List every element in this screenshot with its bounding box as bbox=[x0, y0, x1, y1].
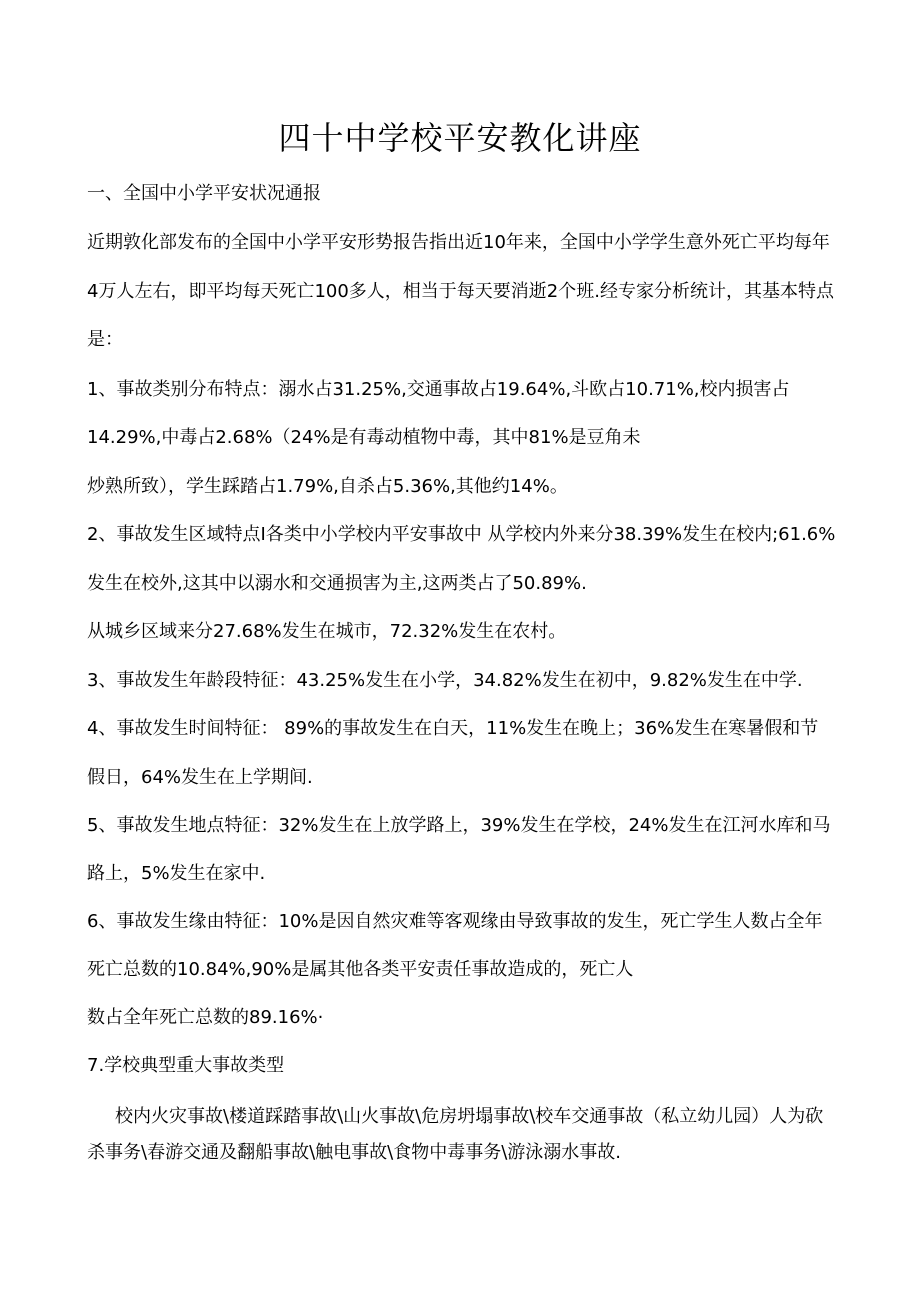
paragraph-line: 2、事故发生区域特点I各类中小学校内平安事故中 从学校内外来分38.39%发生在校内;61.6% bbox=[87, 524, 836, 545]
paragraph-line: 1、事故类别分布特点：溺水占31.25%,交通事故占19.64%,斗欧占10.71%,校内损害占 bbox=[87, 379, 790, 400]
paragraph-line: 路上，5%发生在家中. bbox=[87, 863, 266, 884]
paragraph-line: 14.29%,中毒占2.68%（24%是有毒动植物中毒，其中81%是豆角未 bbox=[87, 427, 641, 448]
paragraph-line: 数占全年死亡总数的89.16%· bbox=[87, 1007, 324, 1028]
paragraph-line: 杀事务\春游交通及翻船事故\触电事故\食物中毒事务\游泳溺水事故. bbox=[87, 1142, 621, 1163]
paragraph-line: 4、事故发生时间特征： 89%的事故发生在白天，11%发生在晚上；36%发生在寒暑假和节 bbox=[87, 718, 819, 739]
section-heading: 一、全国中小学平安状况通报 bbox=[87, 183, 321, 204]
paragraph-line: 3、事故发生年龄段特征：43.25%发生在小学，34.82%发生在初中，9.82%发生在中学. bbox=[87, 670, 803, 691]
paragraph-line: 4万人左右，即平均每天死亡100多人，相当于每天要消逝2个班.经专家分析统计，其基本特点 bbox=[87, 281, 834, 302]
paragraph-line: 死亡总数的10.84%,90%是属其他各类平安责任事故造成的，死亡人 bbox=[87, 959, 634, 980]
paragraph-line: 假日，64%发生在上学期间. bbox=[87, 767, 313, 788]
paragraph-line: 是： bbox=[87, 329, 123, 350]
paragraph-line: 发生在校外,这其中以溺水和交通损害为主,这两类占了50.89%. bbox=[87, 573, 587, 594]
paragraph-line: 5、事故发生地点特征：32%发生在上放学路上，39%发生在学校，24%发生在江河水库和马 bbox=[87, 815, 831, 836]
paragraph-line: 炒熟所致），学生踩踏占1.79%,自杀占5.36%,其他约14%。 bbox=[87, 476, 568, 497]
section-heading: 7.学校典型重大事故类型 bbox=[87, 1055, 285, 1076]
paragraph-line: 近期敦化部发布的全国中小学平安形势报告指出近10年来，全国中小学学生意外死亡平均每年 bbox=[87, 232, 830, 253]
paragraph-line: 校内火灾事故\楼道踩踏事故\山火事故\危房坍塌事故\校车交通事故（私立幼儿园）人为砍 bbox=[115, 1106, 824, 1127]
paragraph-line: 6、事故发生缘由特征：10%是因自然灾难等客观缘由导致事故的发生，死亡学生人数占全年 bbox=[87, 911, 823, 932]
paragraph-line: 从城乡区域来分27.68%发生在城市，72.32%发生在农村。 bbox=[87, 621, 567, 642]
document-title: 四十中学校平安教化讲座 bbox=[278, 119, 642, 157]
